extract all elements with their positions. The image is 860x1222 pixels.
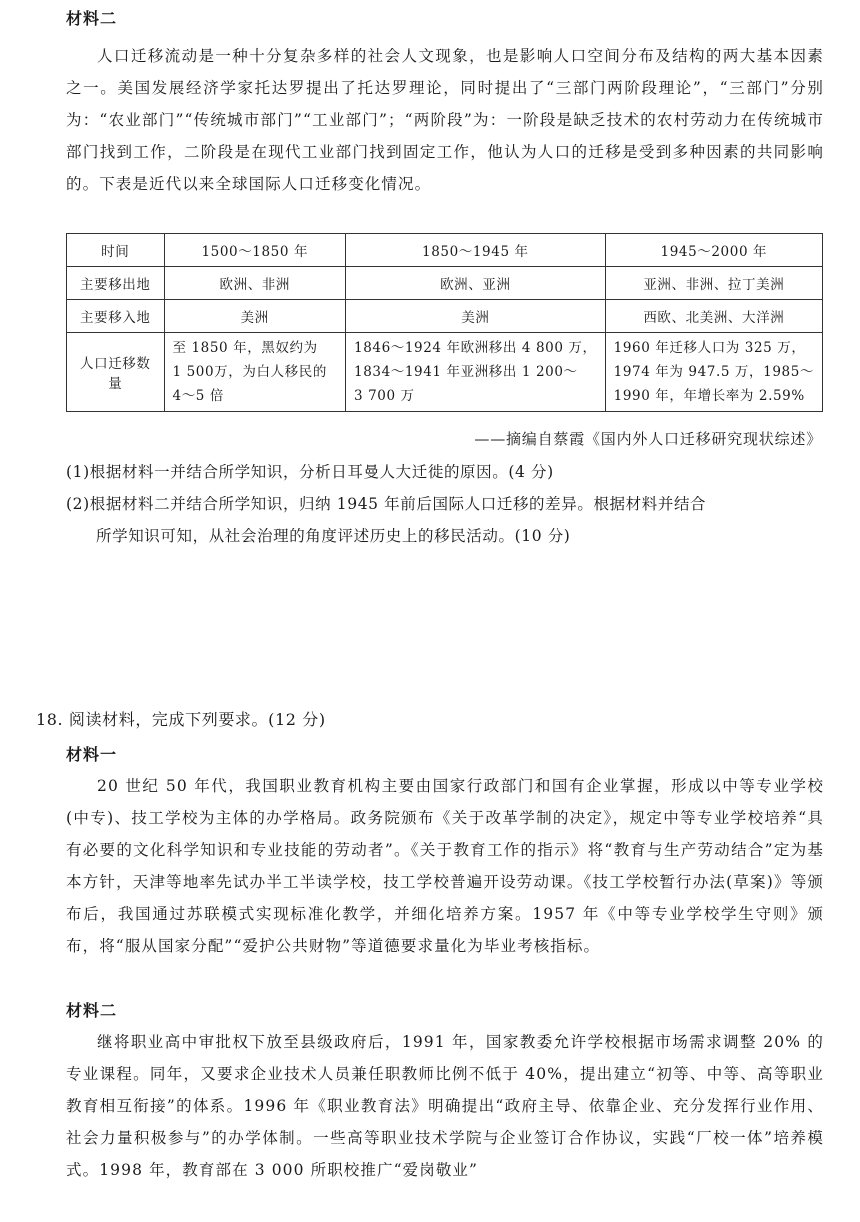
table-cell: 欧洲、非洲 (164, 267, 346, 300)
table-row (67, 333, 823, 412)
cell-line: 1 500万，为白人移民的 (172, 364, 327, 380)
table-header-row (67, 234, 823, 267)
table-cell: 西欧、北美洲、大洋洲 (605, 300, 822, 333)
question-2-line-2: 所学知识可知，从社会治理的角度评述历史上的移民活动。(10 分) (96, 527, 571, 545)
cell-line: 1990 年，年增长率为 2.59% (613, 388, 805, 404)
table-cell: 美洲 (164, 300, 346, 333)
question-1: (1)根据材料一并结合所学知识，分析日耳曼人大迁徙的原因。(4 分) (66, 463, 554, 481)
table-cell: 主要移出地 (67, 267, 165, 300)
cell-line: 1960 年迁移人口为 325 万， (613, 340, 806, 356)
table-row (67, 300, 823, 333)
cell-line: 1974 年为 947.5 万，1985～ (613, 364, 814, 380)
question-18-title: 18. 阅读材料，完成下列要求。(12 分) (36, 710, 326, 729)
table-header-cell: 1945～2000 年 (605, 234, 822, 267)
material-two-heading-18: 材料二 (66, 1001, 118, 1020)
cell-line: 1834～1941 年亚洲移出 1 200～ (354, 364, 578, 380)
material-two-paragraph-18: 继将职业高中审批权下放至县级政府后，1991 年，国家教委允许学校根据市场需求调整 20% 的专业课程。同年，又要求企业技术人员兼任职教师比例不低于 40%，提出建立“初等、中等、高等职业教育相互衔接”的体系。1996 年《职业教育法》明确提出“政府主导、依靠企业、充分发挥行业作用、社会力量积极参与”的办学体制。一些高等职业技术学院与企业签订合作协议，实践“厂校一体”培养模式。1998 年，教育部在 3 000 所职校推广“爱岗敬业” (66, 1033, 824, 1179)
question-2-line-1: (2)根据材料二并结合所学知识，归纳 1945 年前后国际人口迁移的差异。根据材料并结合 (66, 495, 707, 513)
table-row (67, 267, 823, 300)
table-cell (605, 333, 822, 412)
table-cell: 亚洲、非洲、拉丁美洲 (605, 267, 822, 300)
material-two-paragraph: 人口迁移流动是一种十分复杂多样的社会人文现象，也是影响人口空间分布及结构的两大基本因素之一。美国发展经济学家托达罗提出了托达罗理论，同时提出了“三部门两阶段理论”，“三部门”分别为：“农业部门”“传统城市部门”“工业部门”；“两阶段”为：一阶段是缺乏技术的农村劳动力在传统城市部门找到工作，二阶段是在现代工业部门找到固定工作，他认为人口的迁移是受到多种因素的共同影响的。下表是近代以来全球国际人口迁移变化情况。 (66, 47, 824, 193)
table-source: ——摘编自蔡霞《国内外人口迁移研究现状综述》 (474, 430, 822, 448)
material-one-paragraph: 20 世纪 50 年代，我国职业教育机构主要由国家行政部门和国有企业掌握，形成以中等专业学校(中专)、技工学校为主体的办学格局。政务院颁布《关于改革学制的决定》，规定中等专业学校培养“具有必要的文化科学知识和专业技能的劳动者”。《关于教育工作的指示》将“教育与生产劳动结合”定为基本方针，天津等地率先试办半工半读学校，技工学校普遍开设劳动课。《技工学校暂行办法(草案)》等颁布后，我国通过苏联模式实现标准化教学，并细化培养方案。1957 年《中等专业学校学生守则》颁布，将“服从国家分配”“爱护公共财物”等道德要求量化为毕业考核指标。 (66, 777, 824, 955)
table-cell (164, 333, 346, 412)
cell-line: 1846～1924 年欧洲移出 4 800 万， (354, 340, 597, 356)
cell-line: 3 700 万 (354, 388, 415, 404)
migration-table (66, 233, 823, 412)
cell-line: 4～5 倍 (172, 388, 224, 404)
material-two-heading: 材料二 (66, 9, 118, 28)
material-one-heading: 材料一 (66, 745, 118, 764)
table-header-cell: 1500～1850 年 (164, 234, 346, 267)
table-header-cell: 1850～1945 年 (346, 234, 606, 267)
table-header-cell: 时间 (67, 234, 165, 267)
table-cell: 人口迁移数量 (67, 333, 165, 412)
table-cell: 主要移入地 (67, 300, 165, 333)
table-cell (346, 333, 606, 412)
table-cell: 美洲 (346, 300, 606, 333)
cell-line: 至 1850 年，黑奴约为 (172, 340, 318, 356)
table-cell: 欧洲、亚洲 (346, 267, 606, 300)
